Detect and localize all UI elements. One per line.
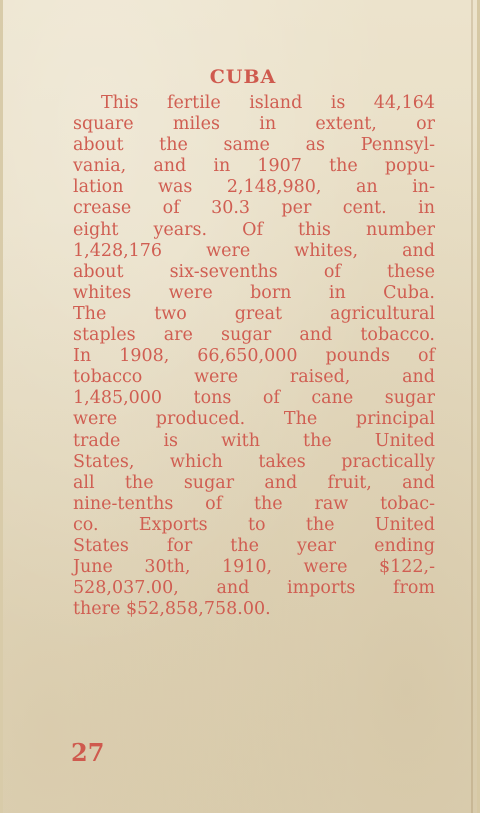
body-line: June 30th, 1910, were $122,- <box>73 557 435 578</box>
body-line: there $52,858,758.00. <box>73 599 271 620</box>
body-line: about the same as Pennsyl- <box>73 135 435 156</box>
body-line: square miles in extent, or <box>73 114 435 135</box>
body-line: States, which takes practically <box>73 451 435 472</box>
body-line: all the sugar and fruit, and <box>73 472 435 493</box>
body-line: were produced. The principal <box>73 409 435 430</box>
body-line: 528,037.00, and imports from <box>73 578 435 599</box>
body-line: about six-sevenths of these <box>73 261 435 282</box>
card-body-text <box>73 93 435 620</box>
body-line: 1,428,176 were whites, and <box>73 240 435 261</box>
page-number: 27 <box>71 738 105 767</box>
body-line: nine-tenths of the raw tobac- <box>73 493 435 514</box>
body-line: co. Exports to the United <box>73 514 435 535</box>
body-line: 1,485,000 tons of cane sugar <box>73 388 435 409</box>
body-line: In 1908, 66,650,000 pounds of <box>73 346 435 367</box>
body-line: eight years. Of this number <box>73 219 435 240</box>
body-line: tobacco were raised, and <box>73 367 435 388</box>
body-line: vania, and in 1907 the popu- <box>73 156 435 177</box>
body-line: crease of 30.3 per cent. in <box>73 198 435 219</box>
body-line: lation was 2,148,980, an in- <box>73 177 435 198</box>
body-line: The two great agricultural <box>73 303 435 324</box>
body-line: States for the year ending <box>73 535 435 556</box>
body-line: This fertile island is 44,164 <box>101 93 435 113</box>
body-line: trade is with the United <box>73 430 435 451</box>
body-line: staples are sugar and tobacco. <box>73 325 435 346</box>
body-line: whites were born in Cuba. <box>73 282 435 303</box>
card-title: CUBA <box>209 66 277 88</box>
